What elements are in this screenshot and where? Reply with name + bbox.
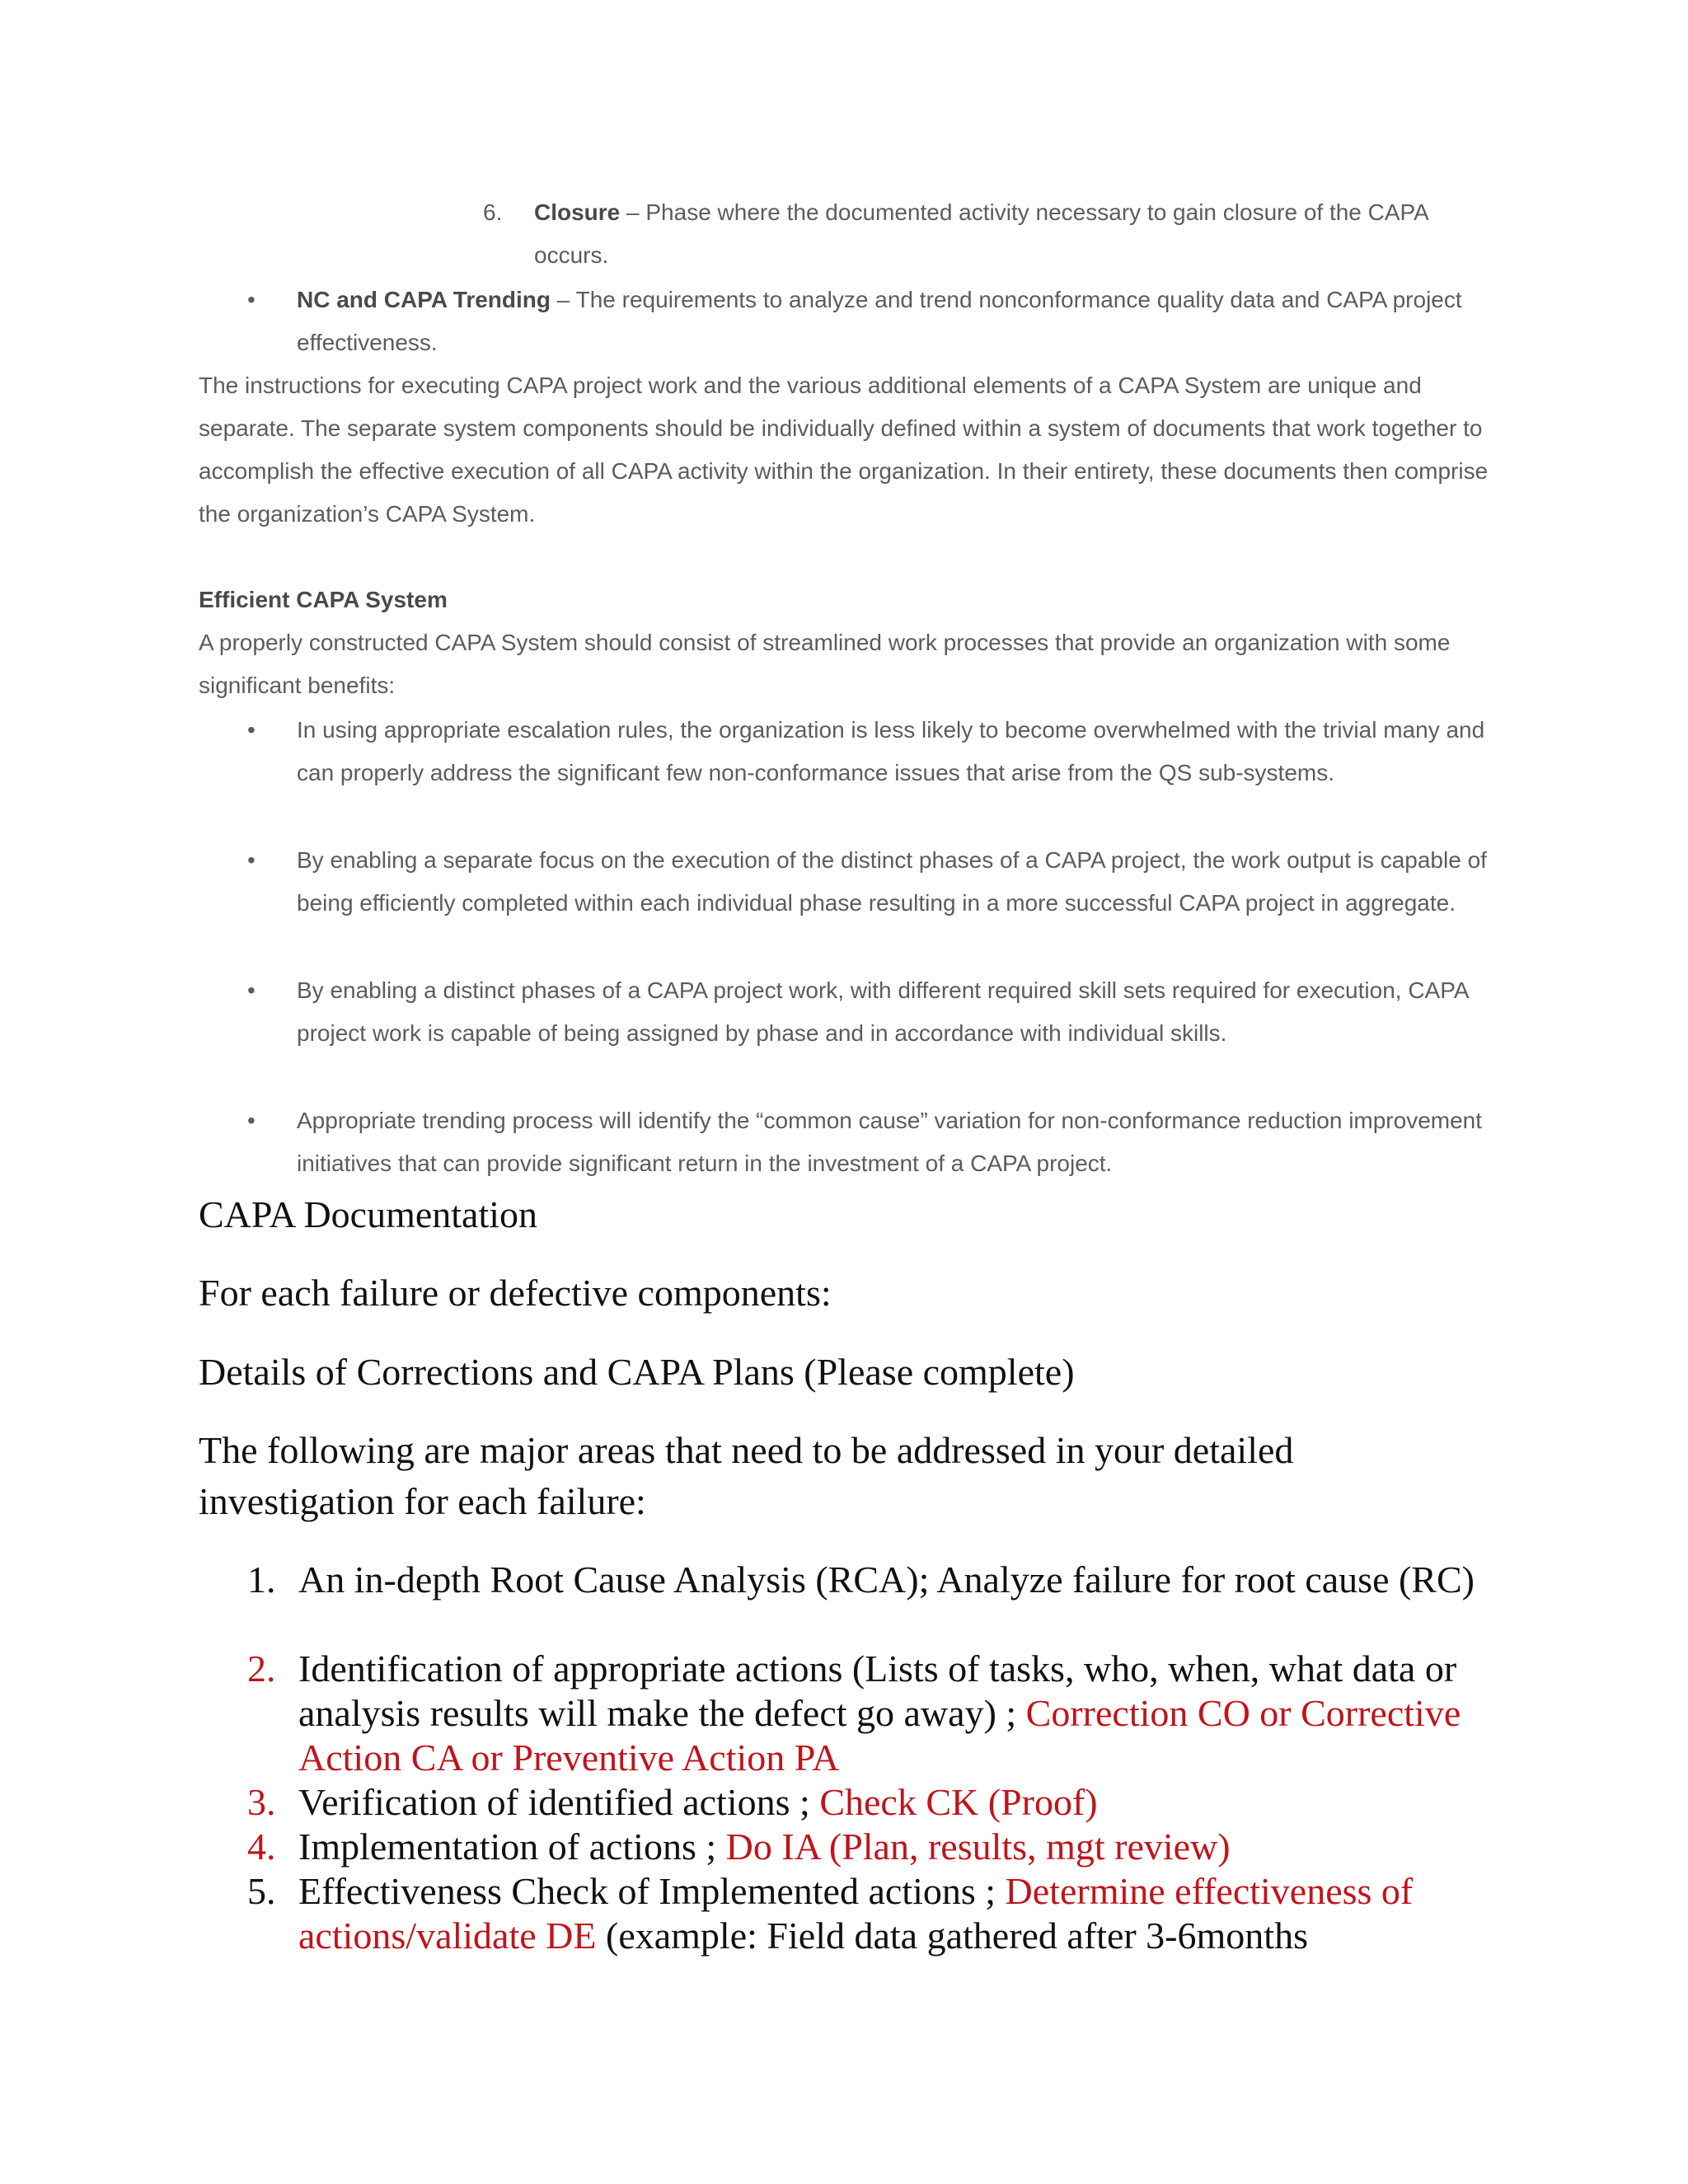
bullet-text: Appropriate trending process will identify the “common cause” variation for non-conformance reduction improvement initiatives that can provide significant return in the investment of a CAPA project. xyxy=(297,1108,1483,1176)
bullet-icon: • xyxy=(247,1108,256,1133)
bullet-icon: • xyxy=(247,287,256,312)
bullet-text: In using appropriate escalation rules, the organization is less likely to become overwhelmed with the trivial many and can properly address the significant few non-conformance issues that arise from the QS sub-systems. xyxy=(297,717,1485,785)
list-number: 6. xyxy=(483,199,503,225)
list-text xyxy=(298,1780,1493,1825)
line-each-failure: For each failure or defective components: xyxy=(199,1272,832,1314)
term-closure: Closure xyxy=(534,199,621,225)
bullet-text xyxy=(297,279,1500,364)
heading-capa-documentation: CAPA Documentation xyxy=(199,1193,538,1235)
item-text: Verification of identified actions ; xyxy=(298,1781,820,1823)
list-text xyxy=(534,191,1498,277)
line-major-areas: The following are major areas that need to be addressed in your detailed investigation for each failure: xyxy=(199,1429,1294,1522)
item-red-text: Determine effectiveness of actions/validate DE xyxy=(298,1870,1414,1957)
list-number: 3. xyxy=(247,1781,276,1823)
bullet-icon: • xyxy=(247,977,256,1003)
item-text: Implementation of actions ; xyxy=(298,1825,726,1868)
item-text: Effectiveness Check of Implemented actions ; xyxy=(298,1870,1006,1912)
list-text xyxy=(298,1825,1493,1869)
paragraph-efficient-intro: A properly constructed CAPA System should consist of streamlined work processes that provide an organization with some significant benefits: xyxy=(199,630,1451,698)
heading-efficient-capa: Efficient CAPA System xyxy=(199,587,448,612)
closure-description: – Phase where the documented activity necessary to gain closure of the CAPA occurs. xyxy=(534,199,1428,268)
bullet-text: By enabling a distinct phases of a CAPA project work, with different required skill sets required for execution, CAPA project work is capable of being assigned by phase and in accordance with individual skills. xyxy=(297,977,1468,1046)
trending-description: – The requirements to analyze and trend nonconformance quality data and CAPA project effectiveness. xyxy=(297,287,1462,355)
line-details-corrections: Details of Corrections and CAPA Plans (Please complete) xyxy=(199,1351,1075,1393)
paragraph-capa-system: The instructions for executing CAPA project work and the various additional elements of a CAPA System are unique and separate. The separate system components should be individually defined within a system of documents that work together to accomplish the effective execution of all CAPA activity within the organization. In their entirety, these documents then comprise the organization’s CAPA System. xyxy=(199,373,1489,527)
item-text: Identification of appropriate actions (Lists of tasks, who, when, what data or analysis results will make the defect go away) ; xyxy=(298,1647,1457,1734)
list-text xyxy=(298,1647,1493,1780)
item-tail-text: (example: Field data gathered after 3-6months xyxy=(596,1915,1308,1957)
list-number: 5. xyxy=(247,1870,276,1912)
list-number: 1. xyxy=(247,1558,276,1601)
bullet-icon: • xyxy=(247,847,256,873)
item-red-text: Do IA (Plan, results, mgt review) xyxy=(725,1825,1231,1868)
bullet-text: By enabling a separate focus on the execution of the distinct phases of a CAPA project, the work output is capable of being efficiently completed within each individual phase resulting in a more successful CAPA project in aggregate. xyxy=(297,847,1487,916)
list-number: 2. xyxy=(247,1647,276,1690)
bullet-icon: • xyxy=(247,717,256,743)
item-red-text: Correction CO or Corrective Action CA or Preventive Action PA xyxy=(298,1692,1461,1779)
list-text xyxy=(298,1869,1493,1958)
list-text: An in-depth Root Cause Analysis (RCA); Analyze failure for root cause (RC) xyxy=(298,1558,1475,1601)
term-trending: NC and CAPA Trending xyxy=(297,287,551,312)
list-number: 4. xyxy=(247,1825,276,1868)
item-red-text: Check CK (Proof) xyxy=(819,1781,1098,1823)
